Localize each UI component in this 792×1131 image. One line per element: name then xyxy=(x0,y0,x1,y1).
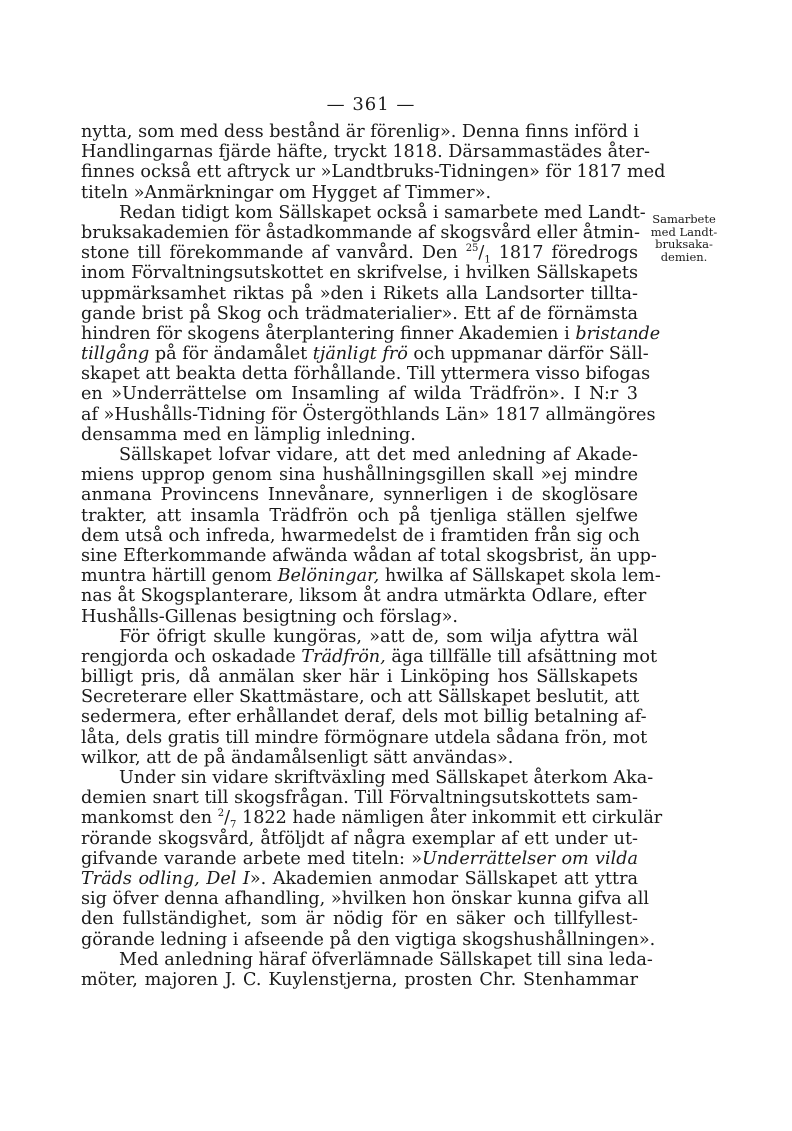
text-line xyxy=(81,889,649,910)
text-line xyxy=(81,243,638,266)
italic-text: Trädfrön, xyxy=(301,646,386,667)
italic-text: tillgång xyxy=(81,344,150,365)
italic-text: Träds odling, Del I xyxy=(81,868,250,889)
text-line xyxy=(81,485,638,505)
text-line xyxy=(81,748,638,768)
italic-text: Belöningar, xyxy=(277,566,380,587)
text-line xyxy=(81,970,638,990)
text-run: Hushålls-Gillenas besigtning och förslag». xyxy=(81,606,458,627)
paragraph xyxy=(81,768,663,950)
text-run: nytta, som med dess bestånd är förenlig». Denna finns införd i xyxy=(81,122,640,142)
paragraph xyxy=(81,202,661,445)
text-run: en »Underrättelse om Insamling af wilda Trädfrön». I N:r 3 xyxy=(81,384,638,405)
text-line xyxy=(81,263,638,283)
text-run: görande ledning i afseende på den vigtiga skogshushållningen». xyxy=(81,929,656,950)
text-line xyxy=(81,384,638,404)
text-line xyxy=(81,364,651,385)
text-line xyxy=(81,646,658,667)
text-run: bruksakademien för åstadkommande af skogsvård eller åtmin- xyxy=(81,222,640,243)
text-run: finnes också ett aftryck ur »Landtbruks-Tidningen» för 1817 med xyxy=(81,162,666,183)
text-line xyxy=(81,526,638,546)
text-run: För öfrigt skulle kungöras, »att de, som wilja afyttra wäl xyxy=(119,626,638,647)
text-run: dem utså och infreda, hwarmedelst de i framtiden från sig och xyxy=(81,525,640,546)
text-run: densamma med en lämplig inledning. xyxy=(81,424,416,445)
paragraph xyxy=(81,445,661,627)
text-run: Redan tidigt kom Sällskapet också i samarbete med Landt- xyxy=(119,202,646,223)
page-number-text: — 361 — xyxy=(326,94,416,115)
fraction-part: 7 xyxy=(230,819,237,831)
text-line xyxy=(81,122,638,142)
text-run: hindren för skogens återplantering finner Akademien i xyxy=(81,323,576,344)
text-run: sine Efterkommande afwända wådan af total skogsbrist, än upp- xyxy=(81,545,657,566)
text-run: den fullständighet, som är nödig för en säker och tillfyllest- xyxy=(81,909,638,930)
text-line xyxy=(81,849,638,869)
text-run: 1817 föredrogs xyxy=(490,243,638,264)
text-run: Sällskapet lofvar vidare, att det med anledning af Akade- xyxy=(119,445,638,465)
body-text xyxy=(81,122,666,990)
text-run: äga tillfälle till afsättning mot xyxy=(385,646,658,667)
text-run: möter, majoren J. C. Kuylenstjerna, prosten Chr. Stenhammar xyxy=(81,969,638,990)
italic-text: bristande xyxy=(575,323,661,344)
text-run: gande brist på Skog och trädmaterialier». Ett af de förnämsta xyxy=(81,303,638,324)
margin-note-line: bruksaka- xyxy=(655,237,713,251)
text-run: uppmärksamhet riktas på »den i Rikets alla Landsorter tillta- xyxy=(81,283,638,304)
margin-note-line: med Landt- xyxy=(650,224,718,239)
text-line xyxy=(81,506,638,526)
text-line xyxy=(81,667,638,687)
text-run: 1822 hade nämligen åter inkommit ett cirkulär xyxy=(236,808,663,829)
text-line xyxy=(81,445,638,465)
text-run: inom Förvaltningsutskottet en skrifvelse, i hvilken Sällskapets xyxy=(81,263,638,284)
text-line xyxy=(81,545,657,566)
text-run: / xyxy=(224,808,231,829)
text-run: gifvande varande arbete med titeln: » xyxy=(81,848,422,869)
text-run: Handlingarnas fjärde häfte, tryckt 1818. Därsammastädes åter- xyxy=(81,142,650,163)
paragraph xyxy=(81,949,653,990)
text-run: af »Hushålls-Tidning för Östergöthlands Län» 1817 allmängöres xyxy=(81,404,656,425)
text-run: wilkor, att de på ändamålsenligt sätt användas». xyxy=(81,747,514,768)
text-line xyxy=(81,223,638,243)
text-run: och uppmanar därför Säll- xyxy=(407,344,649,365)
text-run: hwilka af Sällskapet skola lem- xyxy=(379,566,661,587)
text-line xyxy=(81,727,648,748)
text-run: anmana Provincens Innevånare, synnerligen i de skoglösare xyxy=(81,485,638,506)
text-line xyxy=(81,929,656,950)
text-run: trakter, att insamla Trädfrön och på tjenliga ställen sjelfwe xyxy=(81,505,638,526)
text-run: demien snart till skogsfrågan. Till Förvaltningsutskottets sam- xyxy=(81,788,638,809)
text-line xyxy=(81,627,638,647)
margin-note xyxy=(644,213,724,263)
text-run: billigt pris, då anmälan sker här i Linköping hos Sällskapets xyxy=(81,667,638,688)
text-run: Under sin vidare skriftväxling med Sällskapet återkom Aka- xyxy=(119,768,654,788)
text-line xyxy=(81,829,638,849)
text-run: skapet att beakta detta förhållande. Till yttermera visso bifogas xyxy=(81,364,651,385)
text-run: Med anledning häraf öfverlämnade Sällskapet till sina leda- xyxy=(119,949,653,970)
text-line xyxy=(81,768,654,788)
fraction-part: 2 xyxy=(217,808,225,820)
text-run: / xyxy=(478,243,485,264)
text-line xyxy=(81,344,649,365)
text-line xyxy=(81,284,638,304)
text-line xyxy=(81,949,653,970)
text-run: nas åt Skogsplanterare, liksom åt andra utmärkta Odlare, efter xyxy=(81,586,647,607)
text-run: på för ändamålet xyxy=(149,344,313,365)
paragraph xyxy=(81,626,658,768)
text-run: titeln »Anmärkningar om Hygget af Timmer». xyxy=(81,182,492,203)
text-run: låta, dels gratis till mindre förmögnare utdela sådana frön, mot xyxy=(81,727,648,748)
text-line xyxy=(81,566,661,587)
text-line xyxy=(81,788,638,808)
text-line xyxy=(81,323,661,344)
text-line xyxy=(81,425,638,445)
text-line xyxy=(81,808,663,831)
margin-note-line: demien. xyxy=(660,249,708,264)
text-line xyxy=(81,707,647,728)
text-run: sedermera, efter erhållandet deraf, dels mot billig betalning af- xyxy=(81,707,647,728)
margin-note-line: Samarbete xyxy=(652,212,716,226)
text-line xyxy=(81,202,646,223)
text-run: mankomst den xyxy=(81,808,218,829)
text-line xyxy=(81,183,638,203)
text-run: ». Akademien anmodar Sällskapet att yttra xyxy=(249,868,638,889)
text-run: stone till förekommande af vanvård. Den xyxy=(81,243,466,264)
text-run: Secreterare eller Skattmästare, och att Sällskapet beslutit, att xyxy=(81,687,640,708)
fraction-part: 1 xyxy=(484,254,491,266)
italic-text: Underrättelser om vilda xyxy=(421,848,638,869)
page-number xyxy=(0,94,792,115)
text-line xyxy=(81,304,638,324)
text-line xyxy=(81,687,638,707)
text-line xyxy=(81,607,638,627)
text-run: sig öfver denna afhandling, »hvilken hon önskar kunna gifva all xyxy=(81,889,649,910)
fraction-part: 25 xyxy=(465,243,479,255)
text-line xyxy=(81,586,647,607)
paragraph xyxy=(81,122,666,203)
text-line xyxy=(81,142,650,163)
text-line xyxy=(81,869,638,889)
text-run: rörande skogsvård, åtföljdt af några exemplar af ett under ut- xyxy=(81,828,638,849)
text-line xyxy=(81,162,666,183)
text-line xyxy=(81,909,638,929)
text-run: muntra härtill genom xyxy=(81,566,278,587)
text-line xyxy=(81,404,656,425)
italic-text: tjänligt frö xyxy=(312,344,408,365)
text-run: miens upprop genom sina hushållningsgillen skall »ej mindre xyxy=(81,465,638,486)
text-run: rengjorda och oskadade xyxy=(81,646,302,667)
text-line xyxy=(81,465,638,485)
